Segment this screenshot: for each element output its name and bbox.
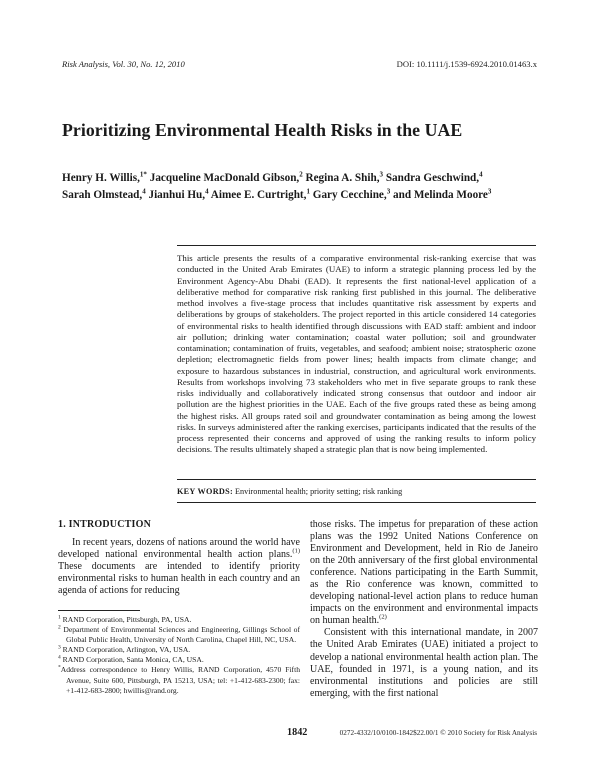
footnote-item (58, 655, 300, 665)
page-number: 1842 (287, 727, 308, 738)
author-affiliation-mark: 3 (487, 187, 492, 196)
footnote-text: RAND Corporation, Santa Monica, CA, USA. (60, 655, 204, 665)
intro-paragraph-1b: These documents are intended to identify priority environmental risks to human health in each country and an agenda of actions for reducing (58, 561, 300, 597)
author-name: Sarah Olmstead, (62, 189, 143, 202)
footnote-text: RAND Corporation, Arlington, VA, USA. (60, 645, 191, 655)
article-title: Prioritizing Environmental Health Risks in the UAE (62, 120, 463, 140)
author-name: Henry H. Willis, (62, 172, 140, 184)
footnote-mark: * (58, 664, 61, 671)
author-affiliation-mark: 4 (205, 187, 209, 196)
keywords (177, 487, 537, 496)
footnote-item (58, 645, 300, 655)
left-column-text (58, 537, 300, 597)
abstract-text: This article presents the results of a comparative environmental risk-ranking exercise that was conducted in the United Arab Emirates (UAE) to inform a strategic planning process led by the Environment Agency-Abu Dhabi (EAD). It represents the first national-level application of a deliberative method for comparative risk ranking first published in this journal. The deliberative method involves a five-stage process that includes quantitative risk assessment by experts and deliberations by groups of stakeholders. The project reported in this article considered 14 categories of environmental risks to health identified through discussions with EAD staff: ambient and indoor air pollution; drinking water contamination; coastal water pollution; soil and groundwater contamination; contamination of fruits, vegetables, and seafood; ambient noise; stratospheric ozone depletion; electromagnetic fields from power lines; health impacts from climate change; and exposure to hazardous substances in industrial, construction, and agricultural work environments. Results from workshops involving 73 stakeholders who met in five separate groups to rank these risks individually and collaboratively indicated strong consensus that outdoor and indoor air pollution are the highest priorities in the UAE. Each of the five groups rated these as being among the highest risks. All groups rated soil and groundwater contamination as being among the lowest risks. In surveys administered after the ranking exercises, participants indicated that the results of the process represented their concerns and approved of using the ranking results to inform policy decisions. The results ultimately shaped a strategic plan that is now being implemented. (177, 253, 536, 455)
author-name: Gary Cecchine, (309, 189, 387, 202)
footnote-text: Department of Environmental Sciences and Engineering, Gillings School of Global Public Health, University of North Carolina, Chapel Hill, NC, USA. (60, 625, 300, 645)
journal-header: Risk Analysis, Vol. 30, No. 12, 2010 (62, 59, 185, 69)
author-affiliation-mark: 3 (386, 187, 391, 196)
author-affiliation-mark: 1* (139, 170, 147, 179)
intro-paragraph-1a: In recent years, dozens of nations around the world have developed national environmental health action plans. (58, 537, 300, 561)
footnote-item (58, 625, 300, 645)
intro-paragraph-right-1: those risks. The impetus for preparation of these action plans was the 1992 United Nations Conference on Environment and Development, held in Rio de Janeiro on the 20th anniversary of the first global environmental conference. Nations participating in the Earth Summit, as the Rio conference was known, committed to developing national-level action plans to reduce human impacts on the environment and environmental impacts on human health. (310, 519, 538, 627)
keywords-label: KEY WORDS: (177, 487, 233, 496)
abstract-top-rule (177, 245, 536, 246)
author-name: and Melinda Moore (390, 189, 488, 202)
footnote-mark: 3 (58, 644, 61, 651)
footnote-mark: 4 (58, 654, 61, 661)
author-name: Aimee E. Curtright, (208, 189, 307, 202)
intro-paragraph-right-2: Consistent with this international mandate, in 2007 the United Arab Emirates (UAE) initiated a project to develop a national environmental health action plan. The UAE, founded in 1971, is a young nation, and its environmental institutions and policies are still emerging, with the first national (310, 627, 538, 699)
author-list (62, 170, 542, 204)
author-affiliation-mark: 4 (479, 170, 483, 179)
author-affiliation-mark: 1 (306, 187, 310, 196)
footnote-item (58, 615, 300, 625)
keywords-bottom-rule (177, 502, 536, 503)
footnote-item (58, 665, 300, 695)
author-affiliation-mark: 4 (142, 187, 146, 196)
author-affiliation-mark: 2 (299, 170, 303, 179)
section-heading-introduction: 1. INTRODUCTION (58, 519, 152, 530)
citation-ref: (2) (379, 614, 387, 622)
footnotes (58, 615, 300, 696)
footnote-mark: 1 (58, 614, 61, 621)
author-name: Jianhui Hu, (145, 189, 206, 202)
footnote-rule (58, 610, 140, 611)
author-name: Sandra Geschwind, (383, 172, 480, 184)
footnote-text: RAND Corporation, Pittsburgh, PA, USA. (60, 615, 192, 624)
keywords-text: Environmental health; priority setting; risk ranking (235, 487, 403, 496)
citation-ref: (1) (292, 547, 300, 555)
author-name: Jacqueline MacDonald Gibson, (146, 172, 300, 184)
right-column-text (310, 519, 538, 700)
copyright-line: 0272-4332/10/0100-1842$22.00/1 © 2010 Society for Risk Analysis (339, 729, 537, 737)
doi-header: DOI: 10.1111/j.1539-6924.2010.01463.x (396, 59, 537, 69)
footnote-text: Address correspondence to Henry Willis, RAND Corporation, 4570 Fifth Avenue, Suite 600, Pittsburgh, PA 15213, USA; tel: +1-412-683-2300; fax: +1-412-683-2800; hwillis@rand.org. (60, 665, 300, 695)
footnote-mark: 2 (58, 624, 61, 631)
author-name: Regina A. Shih, (302, 172, 380, 184)
abstract-bottom-rule (177, 479, 536, 480)
author-affiliation-mark: 3 (379, 170, 384, 179)
